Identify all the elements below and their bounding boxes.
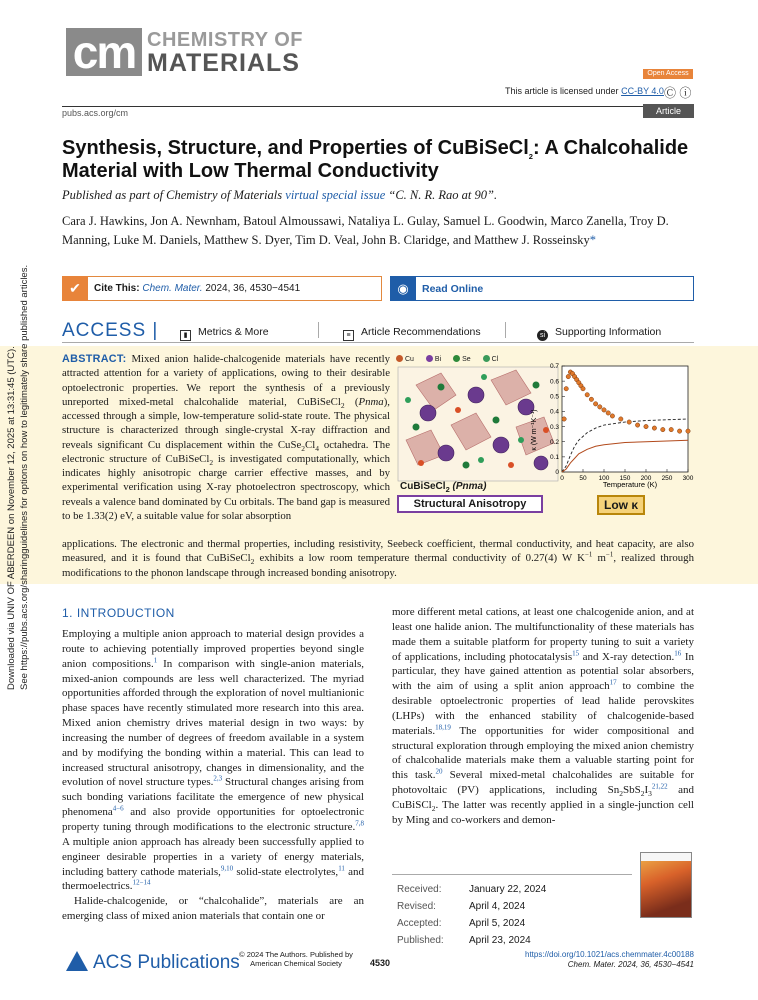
- journal-logo-line2: MATERIALS: [147, 49, 300, 77]
- access-separator: [505, 322, 506, 338]
- article-recommendations-link[interactable]: ≡ Article Recommendations: [343, 326, 481, 341]
- document-icon: ≡: [343, 330, 354, 341]
- measured-data-point: [627, 420, 631, 424]
- measured-data-point: [589, 397, 593, 401]
- section-heading-introduction: 1. INTRODUCTION: [62, 606, 175, 620]
- supporting-information-link[interactable]: si Supporting Information: [537, 326, 661, 341]
- intro-paragraph-1: Employing a multiple anion approach to material design provides a route to achieving potentially improved properties beyond single anion compositions.$^1$ In comparison with single-anion materials, mixed-anion compounds are less well characterized. The myriad opportunities afforded through the exploration of novel multianionic phase spaces have recently stimulated more research into this area. Mixed anion chemistry drives material design in two ways: by increasing the number of degrees of freedom available in a system and by modifying the bonding within a material. This can lead to increased structural anisotropy, changes in dimensionality, and the evolution of novel structure types.$^{2,3}$ Structural changes arising from such bonding variations facilitate the emergence of new physical phenomena$^{4-6}$ and also provide opportunities for optoelectronic property tuning through modifications to the electronic structure.$^{7,8}$ A multiple anion approach has already been successfully applied to engineer desirable properties in a variety of energy materials, including battery cathode materials,$^{9,10}$ solid-state electrolytes,$^{11}$ and thermoelectrics.$^{12-14}$: [62, 628, 364, 893]
- journal-url[interactable]: pubs.acs.org/cm: [62, 108, 129, 118]
- access-bar-rule: [62, 342, 694, 343]
- y-tick-label: 0.1: [549, 454, 559, 462]
- author-list: Cara J. Hawkins, Jon A. Newnham, Batoul Almoussawi, Nataliya L. Gulay, Samuel L. Goodwin, Marco Zanella, Troy D. Manning, Luke M. Daniels, Matthew S. Dyer, Tim D. Veal, John B. Claridge, and Matthew J. Rosseinsky*: [62, 214, 669, 247]
- x-axis-label: Temperature (K): [602, 480, 658, 489]
- footer-doi: https://doi.org/10.1021/acs.chemmater.4c00188 Chem. Mater. 2024, 36, 4530−4541: [500, 950, 694, 970]
- x-tick-label: 150: [619, 475, 631, 482]
- measured-data-point: [669, 427, 673, 431]
- intro-paragraph-2: Halide-chalcogenide, or “chalcohalide”, materials are an emerging class of mixed anion materials that contain one or: [62, 895, 364, 923]
- license-prefix: This article is licensed under: [505, 86, 619, 96]
- y-tick-label: 0.5: [549, 393, 559, 401]
- acs-logo-icon: [66, 951, 88, 971]
- atom-legend: Cu Bi Se Cl: [396, 355, 508, 363]
- measured-data-point: [598, 405, 602, 409]
- measured-data-point: [652, 426, 656, 430]
- date-row: Revised: April 4, 2024: [397, 901, 526, 912]
- y-tick-label: 0.2: [549, 438, 559, 446]
- measured-data-point: [644, 424, 648, 428]
- cc-by-icon: Ⓒ ⓘ: [664, 86, 692, 100]
- date-row: Published: April 23, 2024: [397, 935, 531, 946]
- journal-cover-thumbnail[interactable]: [640, 852, 692, 918]
- measured-data-point: [619, 417, 623, 421]
- x-tick-label: 0: [560, 475, 564, 482]
- measured-data-point: [562, 417, 566, 421]
- footer-copyright: © 2024 The Authors. Published by American Chemical Society: [239, 950, 353, 968]
- header-rule: [62, 106, 694, 107]
- measured-data-point: [661, 427, 665, 431]
- cite-journal-link[interactable]: Chem. Mater.: [142, 283, 203, 294]
- journal-cover-header: [641, 853, 691, 861]
- check-icon: ✔: [62, 276, 88, 301]
- legend-swatch: [453, 355, 460, 362]
- journal-logo-line1: CHEMISTRY OF: [147, 29, 304, 51]
- special-issue-note: Published as part of Chemistry of Materials virtual special issue “C. N. R. Rao at 90”.: [62, 188, 498, 202]
- y-axis-label: κ (W m⁻¹K⁻¹): [531, 409, 538, 451]
- globe-icon: ◉: [390, 276, 416, 301]
- cite-this-text: Cite This: Chem. Mater. 2024, 36, 4530−4541: [94, 283, 301, 294]
- si-icon: si: [537, 330, 548, 341]
- measured-data-point: [593, 402, 597, 406]
- measured-data-point: [585, 393, 589, 397]
- structural-anisotropy-box: Structural Anisotropy: [397, 495, 543, 513]
- side-download-notice: [2, 264, 36, 695]
- read-online-label[interactable]: Read Online: [422, 283, 484, 295]
- legend-swatch: [396, 355, 403, 362]
- publication-dates: [395, 880, 560, 950]
- legend-swatch: [426, 355, 433, 362]
- crystal-formula-label: CuBiSeCl$_2$ (Pnma): [400, 481, 487, 494]
- x-tick-label: 200: [640, 475, 652, 482]
- dates-rule: [392, 874, 632, 875]
- page-number: 4530: [370, 958, 391, 968]
- intro-right-column: [392, 605, 694, 828]
- thermal-conductivity-plot: [530, 360, 700, 492]
- y-tick-label: 0.4: [549, 408, 559, 416]
- x-tick-label: 100: [598, 475, 610, 482]
- special-issue-link[interactable]: virtual special issue: [285, 188, 386, 202]
- acs-publications-logo[interactable]: ACS Publications: [66, 951, 240, 974]
- metrics-more-link[interactable]: ▮ Metrics & More: [180, 326, 269, 341]
- journal-logo-mark: cm: [66, 28, 142, 76]
- intro-left-column: [62, 627, 364, 924]
- x-tick-label: 250: [661, 475, 673, 482]
- y-tick-label: 0.7: [549, 363, 559, 371]
- measured-data-point: [602, 408, 606, 412]
- date-row: Accepted: April 5, 2024: [397, 918, 526, 929]
- article-title: Synthesis, Structure, and Properties of CuBiSeCl$_2$: A Chalcohalide Material with Low Thermal Conductivity: [62, 137, 689, 182]
- license-link[interactable]: CC-BY 4.0: [621, 86, 664, 96]
- y-tick-label: 0.3: [549, 423, 559, 431]
- legend-swatch: [483, 355, 490, 362]
- measured-data-point: [610, 414, 614, 418]
- measured-data-point: [686, 429, 690, 433]
- abstract-text-column: ABSTRACT: Mixed anion halide-chalcogenide materials have recently attracted attention for a variety of applications, owing to their desirable optoelectronic properties. We report the synthesis of a previously unreported mixed-metal chalcohalide material, CuBiSeCl$_2$ (Pnma), accessed through a simple, low-temperature solid-state route. The physical structure is characterized through single-crystal X-ray diffraction and reveals significant Cu displacement within the $CuSe_2Cl_4$ octahedra. The electronic structure of CuBiSeCl$_2$ is investigated computationally, which indicates highly anisotropic charge carrier effective masses, and by experimental verification using X-ray photoelectron spectroscopy, which reveals a valence band dominated by Cu orbitals. The band gap is measured to be 1.33(2) eV, a suitable value for solar absorption: [62, 353, 390, 522]
- measured-data-point: [606, 411, 610, 415]
- measured-data-point: [566, 374, 570, 378]
- article-type-tag: Article: [643, 104, 694, 118]
- corresponding-author-mark[interactable]: *: [589, 232, 596, 247]
- intro-paragraph-3: more different metal cations, at least one chalcogenide anion, and at least one halide anion. The multifunctionality of these materials has made them a suitable platform for property tuning to suit a variety of applications, including photocatalysis$^{15}$ and X-ray detection.$^{16}$ In particular, they have gained attention as potential solar absorbers, with the aim of using a split anion approach$^{17}$ to combine the desirable optoelectronic properties of lead halide perovskites (LHPs) with the enhanced stability of chalcogenide-based materials.$^{18,19}$ The opportunities for wider compositional and structural exploration through employing the mixed anion chemistry of chalcohalide materials make them a valuable starting point for this task.$^{20}$ Several mixed-metal chalcohalides are suitable for photovoltaic (PV) applications, including $Sn_2SbS_2I_3^{21,22}$ and CuBiSCl$_2$. The latter was recently applied in a single-junction cell by Ming and co-workers and demon-: [392, 606, 695, 826]
- side-note-line1: Downloaded via UNIV OF ABERDEEN on November 12, 2025 at 13:31:45 (UTC).: [6, 346, 17, 690]
- date-row: Received: January 22, 2024: [397, 884, 547, 895]
- doi-link[interactable]: https://doi.org/10.1021/acs.chemmater.4c00188: [525, 950, 694, 959]
- license-notice: [505, 86, 664, 96]
- x-tick-label: 300: [682, 475, 694, 482]
- x-tick-label: 50: [579, 475, 587, 482]
- y-tick-label: 0: [555, 469, 559, 477]
- low-kappa-box: Low κ: [597, 495, 645, 515]
- measured-data-point: [677, 429, 681, 433]
- access-label: ACCESS |: [62, 320, 159, 341]
- bar-chart-icon: ▮: [180, 330, 191, 341]
- abstract-text-full: applications. The electronic and thermal properties, including resistivity, Seebeck coefficient, thermal conductivity, and heat capacity, are also measured, and it is found that CuBiSeCl$_2$ exhibits a low room temperature thermal conductivity of 0.27(4) W $K^{-1}$ $m^{-1}$, realized through modifications to the phonon landscape through increased bonding anisotropy.: [62, 538, 694, 579]
- side-note-line2: See https://pubs.acs.org/sharingguidelines for options on how to legitimately share published articles.: [19, 264, 30, 690]
- measured-data-point: [635, 423, 639, 427]
- access-separator: [318, 322, 319, 338]
- open-access-badge[interactable]: Open Access: [643, 69, 693, 79]
- measured-data-point: [581, 387, 585, 391]
- measured-data-point: [564, 387, 568, 391]
- abstract-label: ABSTRACT:: [62, 353, 127, 365]
- y-tick-label: 0.6: [549, 378, 559, 386]
